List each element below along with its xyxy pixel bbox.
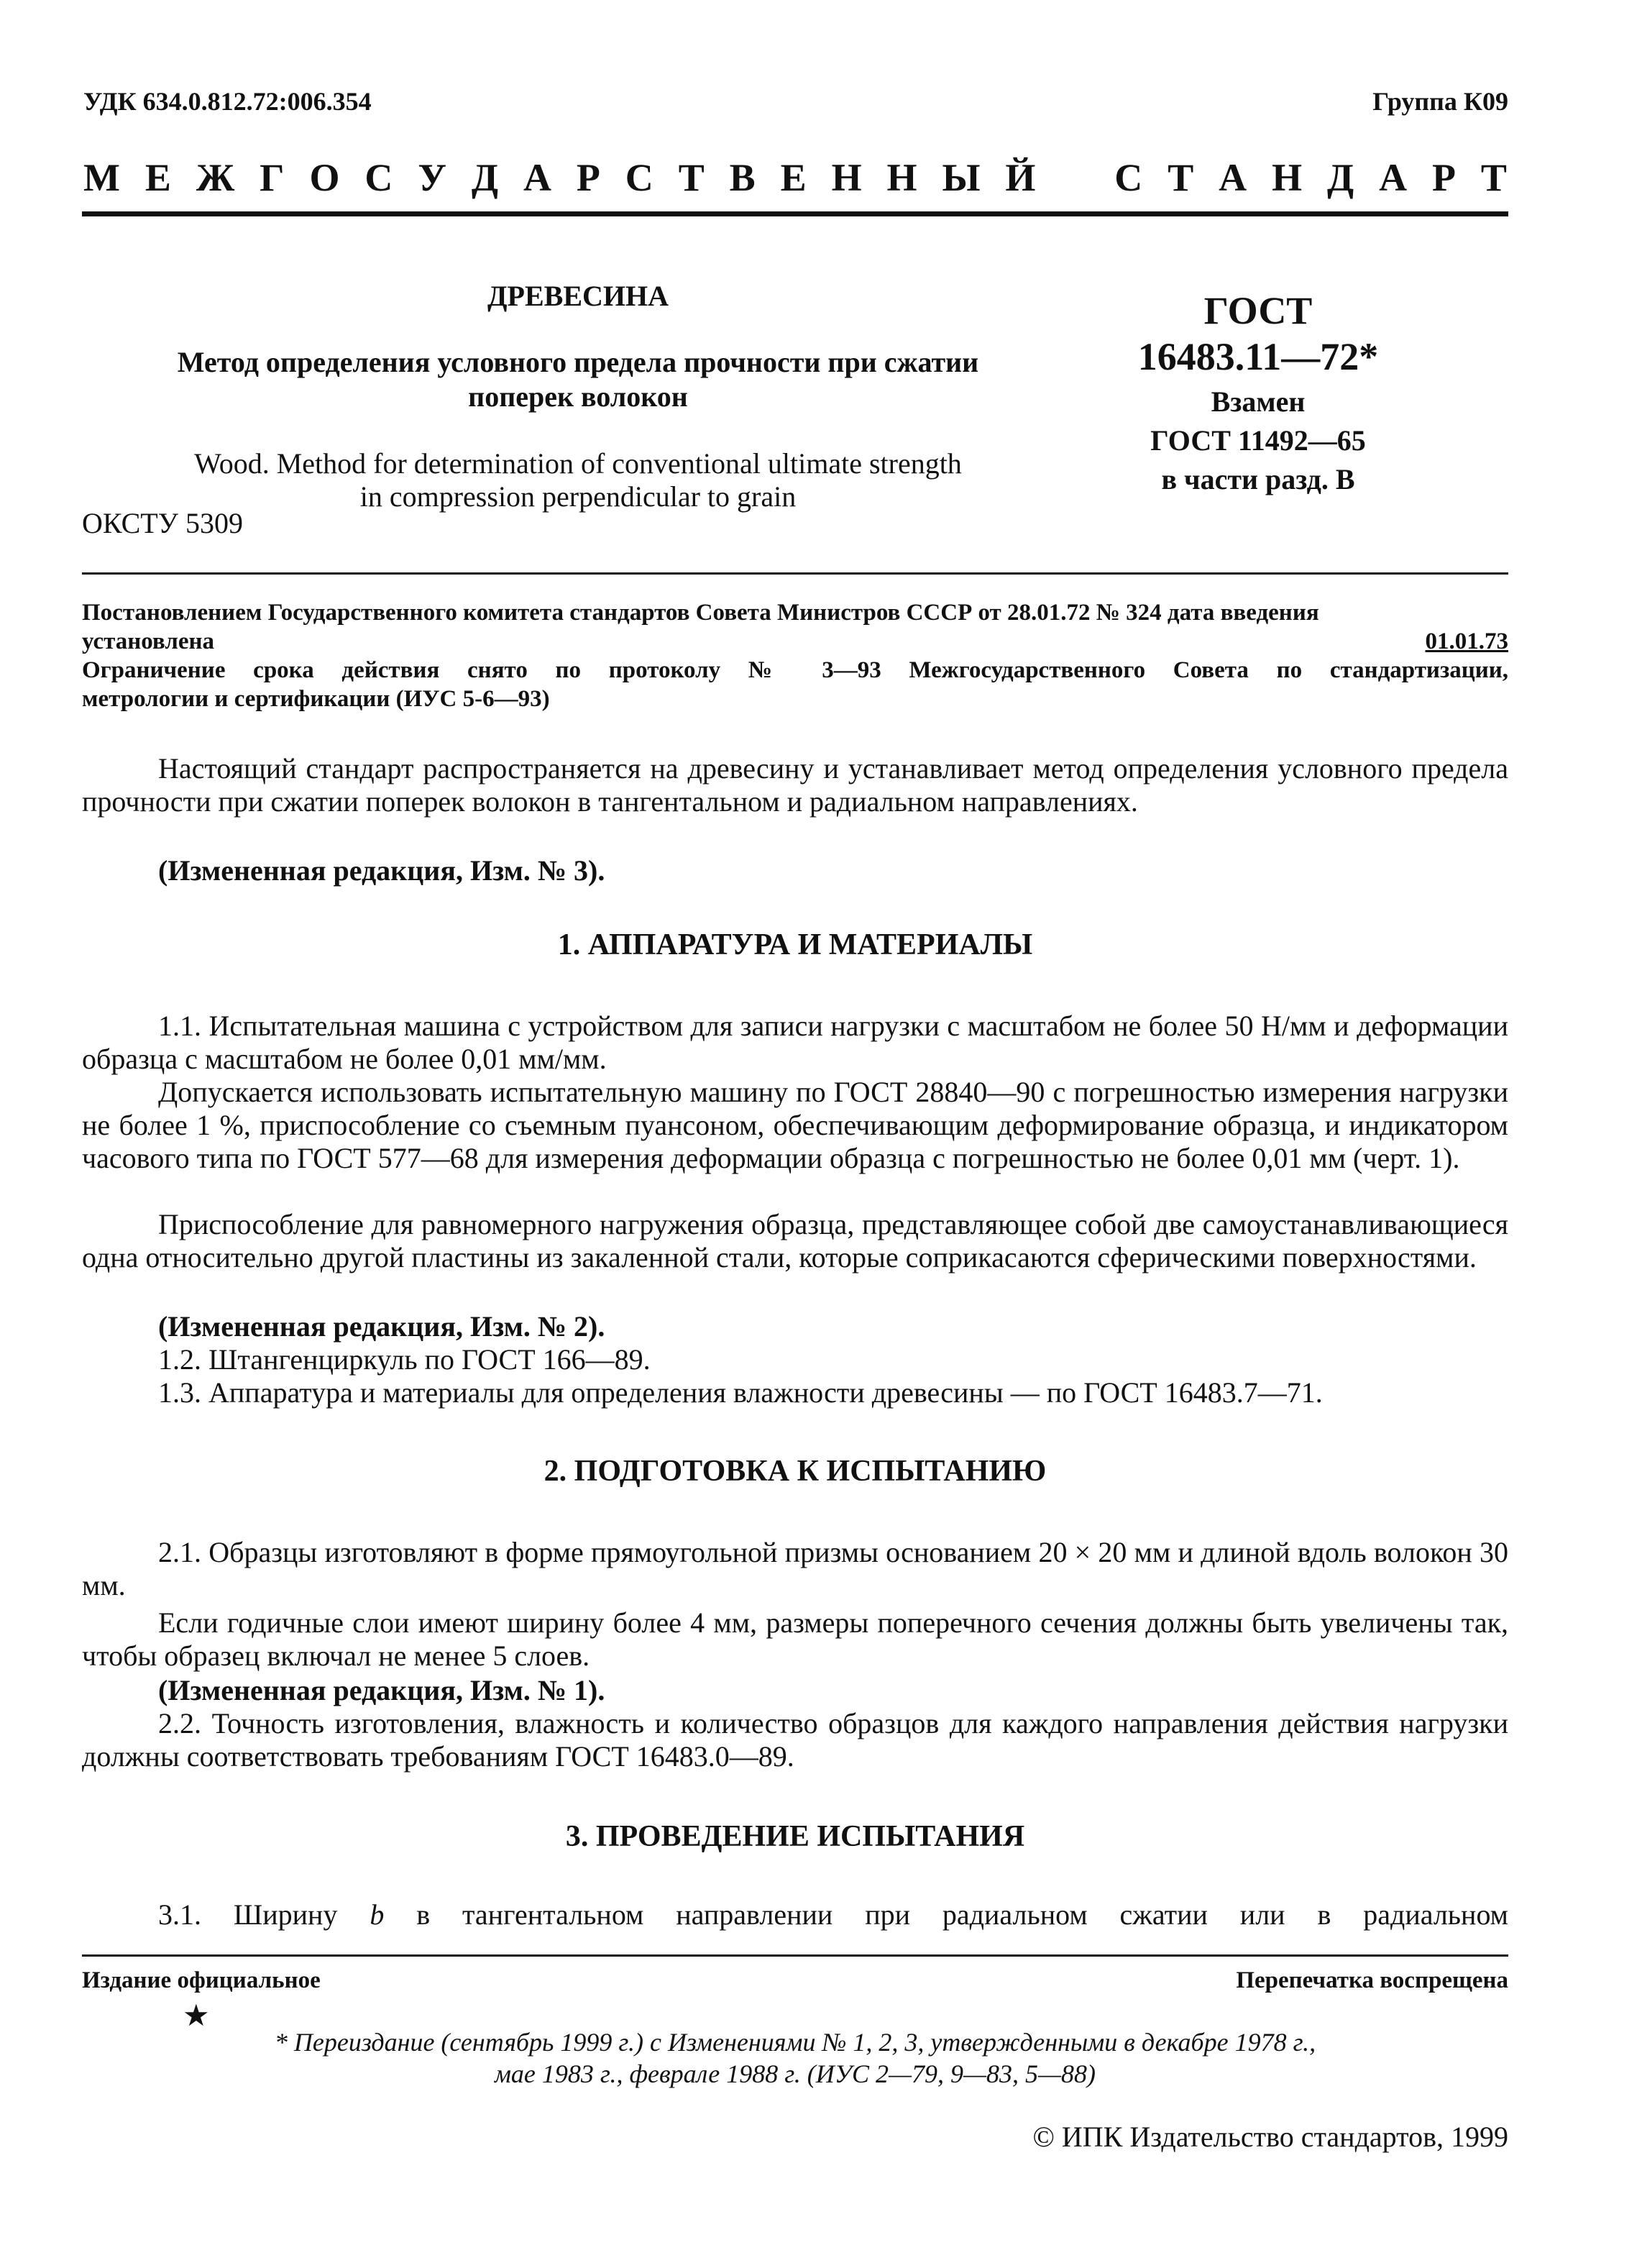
paragraph-text: 1.3. Аппаратура и материалы для определения влажности древесины — по ГОСТ 16483.7—71.: [158, 1376, 1323, 1409]
title-letter: В: [729, 156, 756, 199]
paragraph-text: 3.1. Ширину: [158, 1898, 370, 1931]
replaces-label: Взамен: [1211, 385, 1306, 418]
title-letter: Р: [1432, 156, 1456, 199]
paragraph-1-1-device: [82, 1208, 1508, 1274]
subtitle-line: Метод определения условного предела прочности при сжатии: [177, 346, 979, 378]
decree-date: 01.01.73: [1425, 628, 1508, 654]
title-letter: Т: [1480, 156, 1507, 199]
title-letter: Н: [1272, 156, 1303, 199]
reissue-note: [82, 2026, 1508, 2090]
title-letter: Ж: [196, 156, 235, 199]
intro-text: Настоящий стандарт распространяется на древесину и устанавливает метод определения условного предела прочности при сжатии поперек волокон в тангентальном и радиальном направлениях.: [82, 752, 1508, 818]
title-letter: С: [1114, 156, 1143, 199]
paragraph-1-1: [82, 1010, 1508, 1076]
section-1-title: 1. АППАРАТУРА И МАТЕРИАЛЫ: [557, 928, 1033, 961]
subtitle-line: поперек волокон: [468, 380, 688, 413]
replaces-part: в части разд. В: [1161, 463, 1355, 495]
star-icon: ★: [183, 2000, 210, 2033]
section-2-change: [82, 1674, 1508, 1707]
title-letter: Й: [1005, 156, 1036, 199]
paragraph-1-2: [82, 1343, 1508, 1376]
title-letter: А: [1219, 156, 1247, 199]
decree-block: [82, 598, 1508, 713]
title-letter: У: [418, 156, 446, 199]
doc-subtitle: [82, 345, 1074, 414]
variable-b: b: [370, 1898, 385, 1931]
group-code: Группа К09: [1372, 87, 1508, 116]
paragraph-text: 1.2. Штангенциркуль по ГОСТ 166—89.: [158, 1343, 651, 1376]
title-letter: Н: [831, 156, 862, 199]
udk-code: УДК 634.0.812.72:006.354: [83, 87, 372, 116]
header-rule: [82, 211, 1508, 216]
paragraph-2-1-cont: [82, 1606, 1508, 1673]
title-letter: Д: [1327, 156, 1354, 199]
section-1-change: [82, 1310, 1508, 1343]
title-letter: Е: [780, 156, 807, 199]
change-note: (Измененная редакция, Изм. № 2).: [158, 1310, 605, 1343]
gost-number: 16483.11—72*: [1137, 335, 1379, 378]
title-letter: С: [625, 156, 653, 199]
title-letter: Т: [1168, 156, 1194, 199]
title-letter: Р: [576, 156, 600, 199]
english-title-line: in compression perpendicular to grain: [359, 480, 797, 513]
title-letter: О: [309, 156, 340, 199]
decree-line: Постановлением Государственного комитета стандартов Совета Министров СССР от 28.01.72 № 324 дата введения: [82, 600, 1319, 626]
copyright: © ИПК Издательство стандартов, 1999: [1032, 2121, 1508, 2153]
paragraph-text: 2.2. Точность изготовления, влажность и количество образцов для каждого направления действия нагрузки должны соответствовать требованиям ГОСТ 16483.0—89.: [82, 1707, 1508, 1773]
paragraph-text: Приспособление для равномерного нагружения образца, представляющее собой две самоустанавливающиеся одна относительно другой пластины из закаленной стали, которые соприкасаются сферическими поверхностями.: [82, 1208, 1508, 1274]
decree-line: метрологии и сертификации (ИУС 5-6—93): [82, 686, 550, 712]
paragraph-text: в тангентальном направлении при радиальном сжатии или в радиальном: [384, 1898, 1508, 1931]
decree-date-row: [82, 627, 1508, 656]
title-letter: Т: [678, 156, 705, 199]
title-letter: Д: [471, 156, 499, 199]
paragraph-text: 2.1. Образцы изготовляют в форме прямоугольной призмы основанием 20 × 20 мм и длиной вдоль волокон 30 мм.: [82, 1536, 1508, 1601]
title-letter: Е: [145, 156, 171, 199]
paragraph-text: Допускается использовать испытательную машину по ГОСТ 28840—90 с погрешностью измерения нагрузки не более 1 %, приспособление со съемным пуансоном, обеспечивающим деформирование образца, и индикатором часового типа по ГОСТ 577—68 для измерения деформации образца с погрешностью не более 0,01 мм (черт. 1).: [82, 1076, 1508, 1174]
intro-change: [82, 854, 1508, 887]
title-letter: А: [1379, 156, 1408, 199]
official-edition: Издание официальное: [82, 1967, 321, 1993]
title-letter: Ы: [942, 156, 981, 199]
note-line: * Переиздание (сентябрь 1999 г.) с Изменениями № 1, 2, 3, утвержденными в декабре 1978 г.,: [274, 2028, 1316, 2057]
title-letter: С: [364, 156, 393, 199]
gost-block: [1093, 288, 1423, 499]
paragraph-3-1: [82, 1898, 1508, 1931]
english-title: [82, 447, 1074, 513]
title-letter: Н: [886, 156, 917, 199]
title-letter: А: [523, 156, 551, 199]
change-note: (Измененная редакция, Изм. № 1).: [158, 1674, 605, 1706]
doc-name: ДРЕВЕСИНА: [487, 280, 669, 312]
intro-paragraph: [82, 752, 1508, 818]
gost-label: ГОСТ: [1203, 289, 1313, 332]
reprint-prohibited: Перепечатка воспрещена: [1236, 1967, 1508, 1993]
paragraph-text: 1.1. Испытательная машина с устройством для записи нагрузки с масштабом не более 50 Н/мм и деформации образца с масштабом не более 0,01 мм/мм.: [82, 1010, 1508, 1075]
section-3-title: 3. ПРОВЕДЕНИЕ ИСПЫТАНИЯ: [565, 1820, 1025, 1853]
paragraph-text: Если годичные слои имеют ширину более 4 мм, размеры поперечного сечения должны быть увеличены так, чтобы образец включал не менее 5 слоев.: [82, 1606, 1508, 1672]
note-line: мае 1983 г., феврале 1988 г. (ИУС 2—79, 9—83, 5—88): [494, 2059, 1096, 2088]
title-rule: [82, 572, 1508, 575]
okstu-code: ОКСТУ 5309: [82, 507, 244, 539]
paragraph-1-1-cont: [82, 1076, 1508, 1175]
replaces-gost: ГОСТ 11492—65: [1150, 424, 1366, 457]
title-letter: Г: [260, 156, 285, 199]
decree-established: установлена: [82, 628, 214, 654]
english-title-line: Wood. Method for determination of conventional ultimate strength: [194, 447, 962, 480]
paragraph-2-1: [82, 1536, 1508, 1602]
decree-line: Ограничение срока действия снято по протоколу № 3—93 Межгосударственного Совета по стандартизации,: [82, 657, 1508, 683]
change-note: (Измененная редакция, Изм. № 3).: [158, 854, 605, 887]
interstate-standard-title: [83, 155, 1507, 200]
paragraph-2-2: [82, 1707, 1508, 1773]
section-2-title: 2. ПОДГОТОВКА К ИСПЫТАНИЮ: [543, 1455, 1047, 1488]
footer-rule: [82, 1954, 1508, 1957]
title-letter: М: [83, 156, 120, 199]
paragraph-1-3: [82, 1376, 1508, 1409]
title-letter: [1060, 155, 1089, 200]
